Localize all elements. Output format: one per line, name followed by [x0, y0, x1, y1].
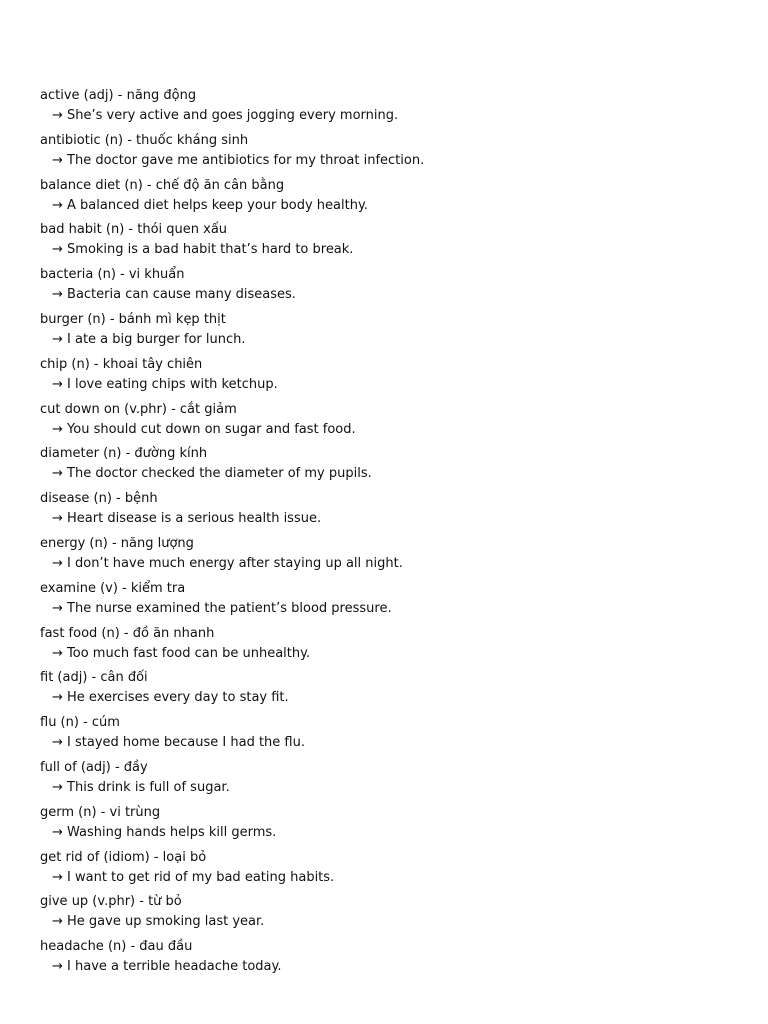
vocab-example: → Too much fast food can be unhealthy. [52, 645, 311, 661]
vocab-entry [40, 534, 740, 579]
vocab-term: fit (adj) - cân đối [40, 670, 148, 686]
vocab-entry [40, 892, 740, 937]
vocab-term: energy (n) - năng lượng [40, 535, 194, 551]
vocab-example: → He gave up smoking last year. [52, 914, 265, 930]
vocab-term: cut down on (v.phr) - cắt giảm [40, 401, 237, 417]
vocab-entry [40, 579, 740, 624]
vocab-term: burger (n) - bánh mì kẹp thịt [40, 311, 226, 327]
vocab-example: → A balanced diet helps keep your body healthy. [52, 197, 368, 213]
vocab-entry [40, 489, 740, 534]
vocab-term: active (adj) - năng động [40, 88, 197, 103]
vocab-entry [40, 86, 740, 131]
vocab-entry [40, 937, 740, 982]
vocab-entry [40, 220, 740, 265]
vocab-entry [40, 668, 740, 713]
vocab-example: → You should cut down on sugar and fast food. [52, 421, 356, 437]
vocab-term: chip (n) - khoai tây chiên [40, 356, 203, 372]
vocab-term: disease (n) - bệnh [40, 491, 158, 507]
vocabulary-list [40, 86, 740, 982]
vocab-term: get rid of (idiom) - loại bỏ [40, 849, 207, 865]
vocab-term: diameter (n) - đường kính [40, 446, 208, 462]
vocab-example: → I don’t have much energy after staying up all night. [52, 555, 403, 571]
vocab-entry [40, 265, 740, 310]
vocab-term: balance diet (n) - chế độ ăn cân bằng [40, 177, 285, 193]
vocab-term: antibiotic (n) - thuốc kháng sinh [40, 132, 249, 148]
vocab-entry [40, 355, 740, 400]
vocab-entry [40, 803, 740, 848]
vocab-example: → I want to get rid of my bad eating habits. [52, 869, 335, 885]
vocab-example: → Washing hands helps kill germs. [52, 824, 277, 840]
vocab-term: examine (v) - kiểm tra [40, 580, 186, 596]
vocab-example: → He exercises every day to stay fit. [52, 690, 289, 706]
vocab-entry [40, 624, 740, 669]
vocab-entry [40, 848, 740, 893]
vocab-example: → The doctor gave me antibiotics for my throat infection. [52, 152, 425, 168]
vocab-term: germ (n) - vi trùng [40, 804, 161, 820]
vocab-example: → I ate a big burger for lunch. [52, 331, 246, 347]
vocab-term: fast food (n) - đồ ăn nhanh [40, 625, 215, 641]
vocab-example: → The nurse examined the patient’s blood pressure. [52, 600, 392, 616]
vocab-entry [40, 444, 740, 489]
vocab-entry [40, 758, 740, 803]
vocab-entry [40, 713, 740, 758]
vocab-example: → Heart disease is a serious health issue. [52, 511, 322, 527]
vocab-example: → Bacteria can cause many diseases. [52, 287, 296, 303]
vocab-term: full of (adj) - đầy [40, 759, 148, 775]
vocab-term: give up (v.phr) - từ bỏ [40, 894, 182, 910]
vocab-term: bad habit (n) - thói quen xấu [40, 222, 228, 238]
vocab-example: → This drink is full of sugar. [52, 779, 230, 795]
vocab-example: → She’s very active and goes jogging every morning. [52, 108, 399, 123]
vocab-entry [40, 310, 740, 355]
vocab-example: → Smoking is a bad habit that’s hard to break. [52, 242, 354, 258]
vocab-entry [40, 176, 740, 221]
vocab-example: → I stayed home because I had the flu. [52, 735, 305, 751]
vocab-entry [40, 400, 740, 445]
vocab-example: → I love eating chips with ketchup. [52, 376, 278, 392]
vocab-example: → I have a terrible headache today. [52, 959, 282, 975]
vocab-term: headache (n) - đau đầu [40, 939, 193, 955]
vocab-example: → The doctor checked the diameter of my pupils. [52, 466, 372, 482]
vocab-term: bacteria (n) - vi khuẩn [40, 267, 185, 283]
vocab-term: flu (n) - cúm [40, 715, 120, 731]
vocab-entry [40, 131, 740, 176]
